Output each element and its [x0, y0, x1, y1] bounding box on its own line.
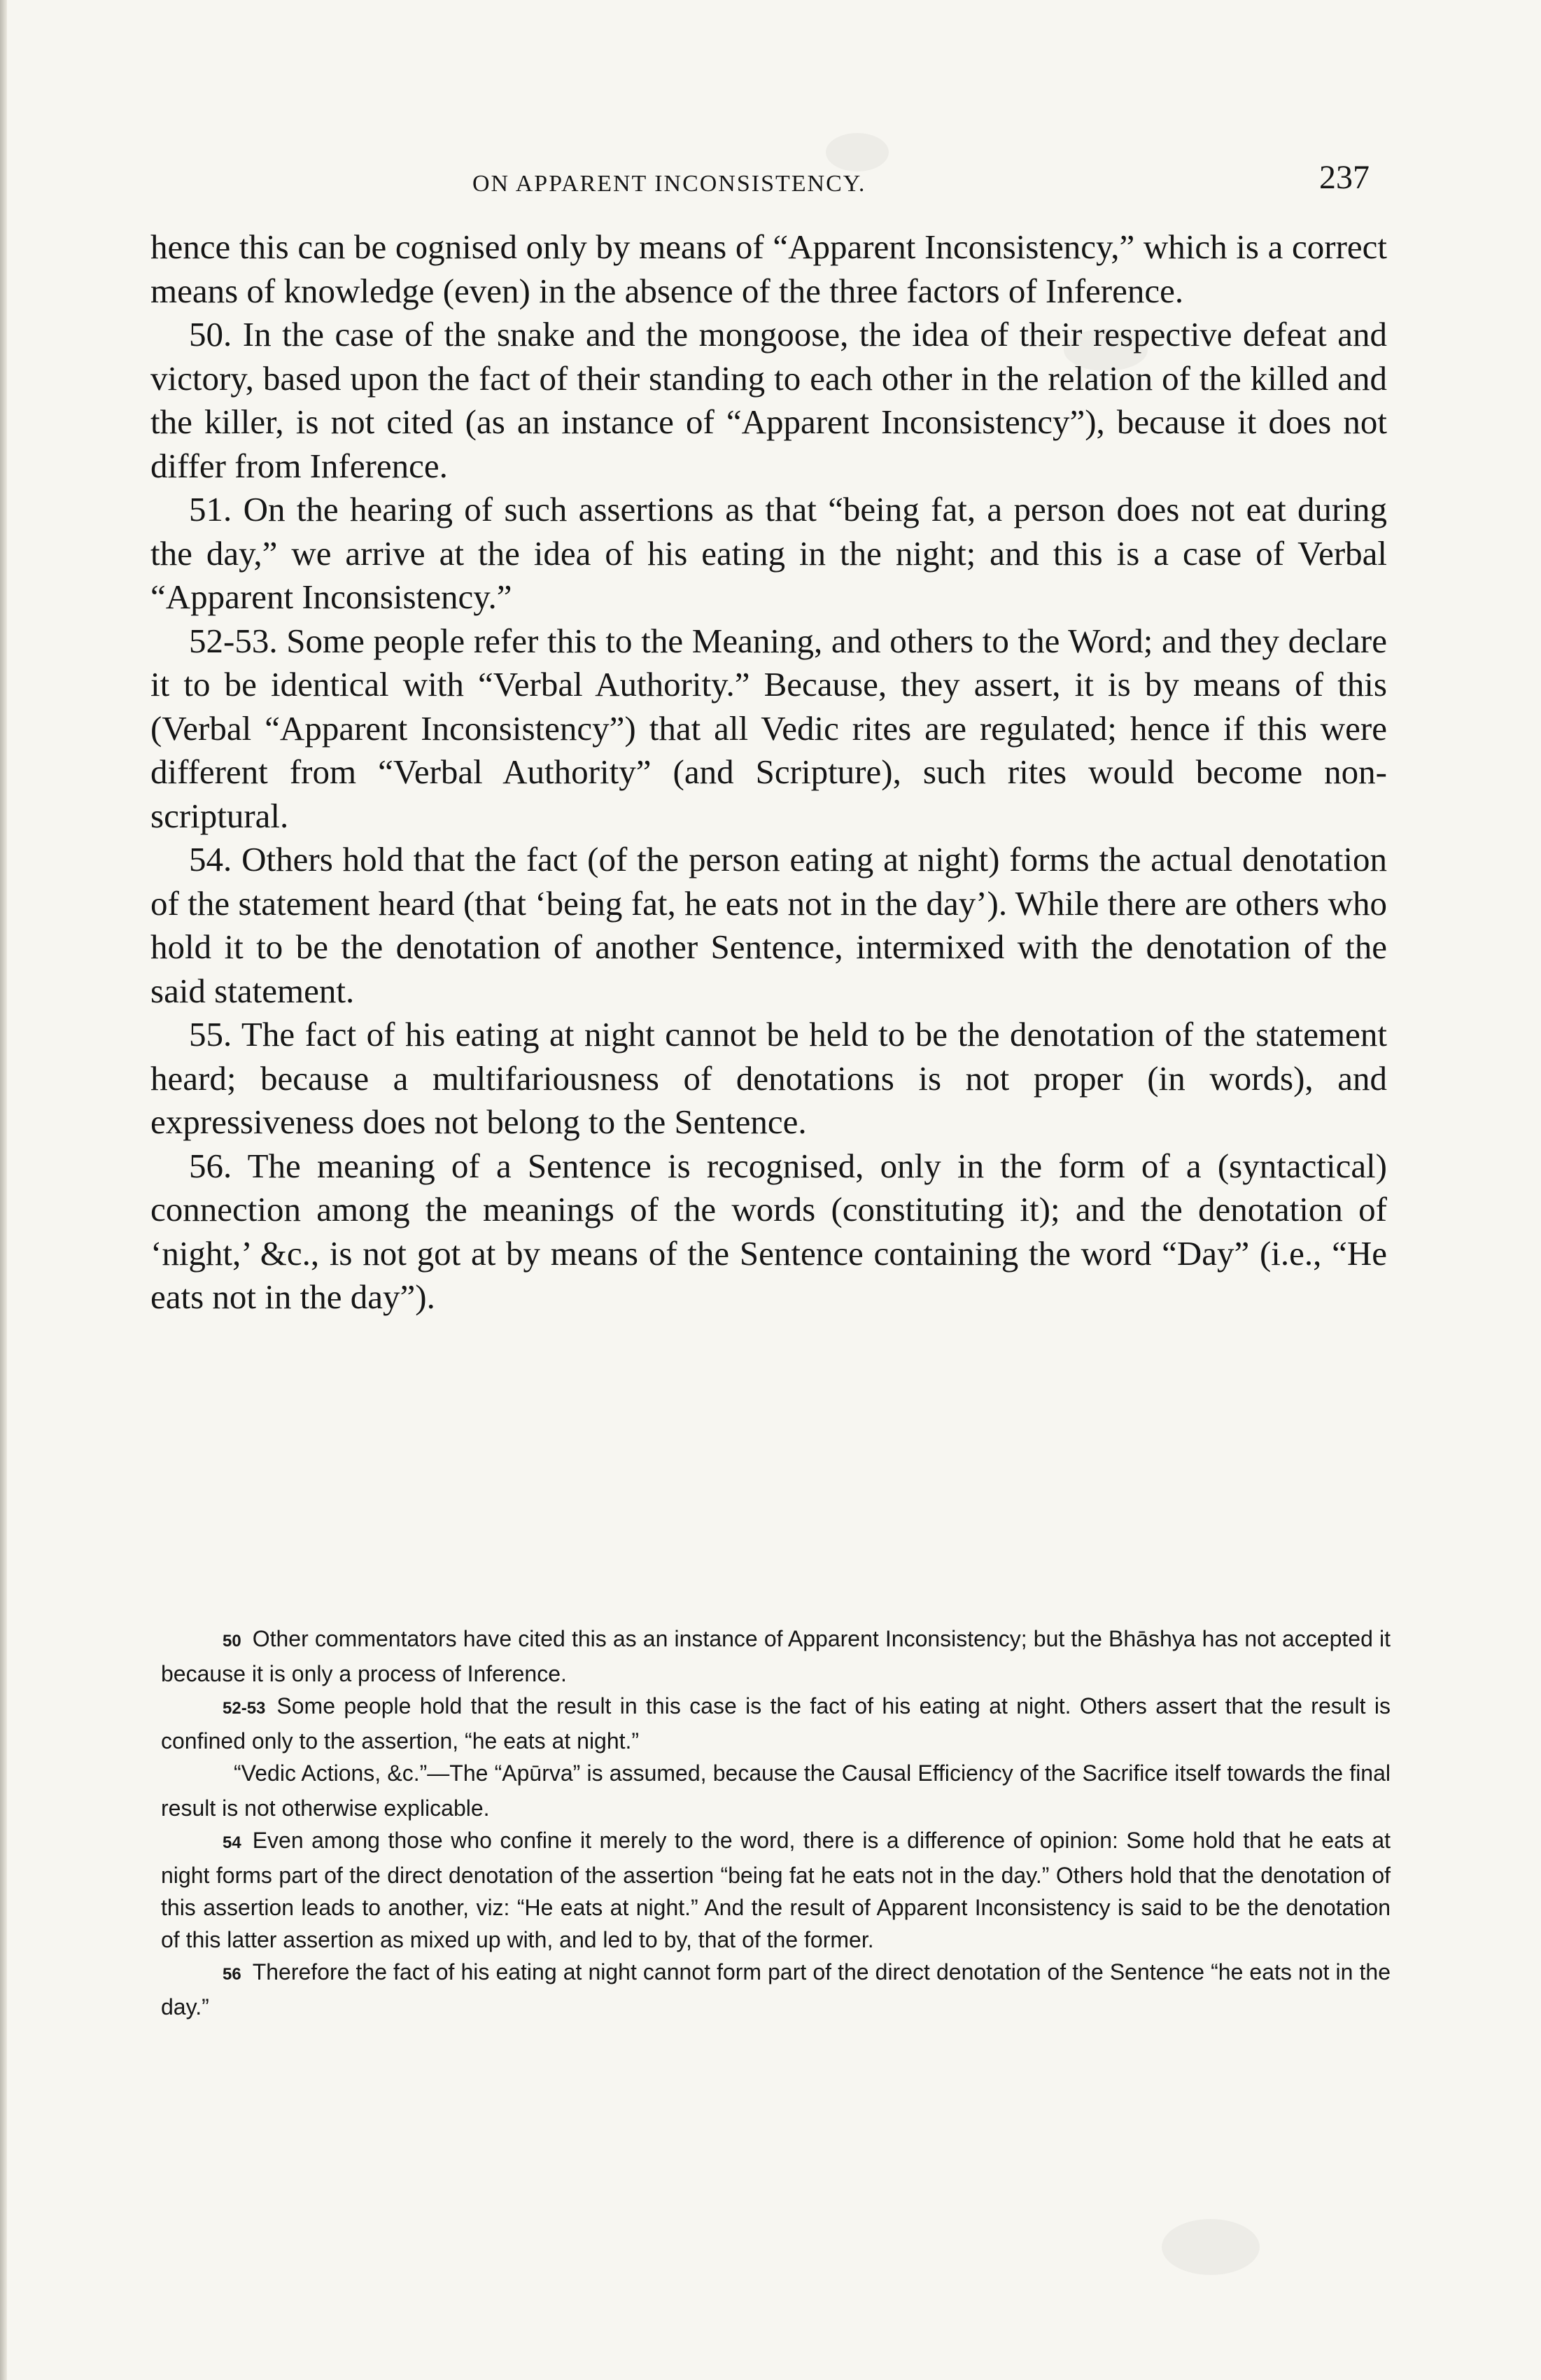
page-header: [150, 158, 1370, 200]
footnote-text: Some people hold that the result in this case is the fact of his eating at night. Others assert that the result is confined only to the assertion, “he eats at night.”: [161, 1693, 1391, 1754]
paragraph-54: 54. Others hold that the fact (of the person eating at night) forms the actual denotation of the statement heard (that ‘being fat, he eats not in the day’). While there are others who hold it to be the denotation of another Sentence, intermixed with the denotation of the said statement.: [150, 840, 1387, 1010]
paragraph-51: 51. On the hearing of such assertions as that “being fat, a person does not eat during the day,” we arrive at the idea of his eating in the night; and this is a case of Verbal “Apparent Inconsistency.”: [150, 490, 1387, 616]
paragraph-50: 50. In the case of the snake and the mongoose, the idea of their respective defeat and victory, based upon the fact of their standing to each other in the relation of the killed and the killer, is not cited (as an instance of “Apparent Inconsistency”), because it does not differ from Inference.: [150, 315, 1387, 485]
running-head: ON APPARENT INCONSISTENCY.: [472, 171, 866, 197]
footnote-number: 52-53: [223, 1699, 266, 1718]
page-number: 237: [1319, 159, 1370, 196]
footnotes: [161, 1623, 1391, 2023]
page-spine-shadow: [0, 0, 7, 2380]
footnote-text: Other commentators have cited this as an instance of Apparent Inconsistency; but the Bhāshya has not accepted it because it is only a process of Inference.: [161, 1626, 1391, 1686]
footnote-number: 54: [223, 1833, 241, 1852]
paper-smudge: [1162, 2219, 1260, 2275]
footnote-56: [161, 1956, 1391, 2023]
footnote-50: [161, 1623, 1391, 1690]
footnote-text: “Vedic Actions, &c.”—The “Apūrva” is assumed, because the Causal Efficiency of the Sacrifice itself towards the final result is not otherwise explicable.: [161, 1760, 1391, 1821]
paragraph-52-53: 52-53. Some people refer this to the Meaning, and others to the Word; and they declare it to be identical with “Verbal Authority.” Because, they assert, it is by means of this (Verbal “Apparent Inconsistency”) that all Vedic rites are regulated; hence if this were different from “Verbal Authority” (and Scripture), such rites would become non-scriptural.: [150, 621, 1387, 835]
footnote-text: Therefore the fact of his eating at night cannot form part of the direct denotation of the Sentence “he eats not in the day.”: [161, 1959, 1391, 2019]
footnote-number: 56: [223, 1965, 241, 1984]
footnote-number: 50: [223, 1632, 241, 1651]
footnote-text: Even among those who confine it merely to the word, there is a difference of opinion: Some hold that he eats at night forms part of the direct denotation of the assertion “being fat he eats not in the day.” Others hold that the denotation of this assertion leads to another, viz: “He eats at night.” And the result of Apparent Inconsistency is said to be the denotation of this latter assertion as mixed up with, and led to by, that of the former.: [161, 1828, 1391, 1952]
footnote-52-53: [161, 1690, 1391, 1757]
footnote-52-53-continued: [161, 1757, 1391, 1824]
paragraph-56: 56. The meaning of a Sentence is recognised, only in the form of a (syntactical) connection among the meanings of the words (constituting it); and the denotation of ‘night,’ &c., is not got at by means of the Sentence containing the word “Day” (i.e., “He eats not in the day”).: [150, 1146, 1387, 1316]
paragraph-55: 55. The fact of his eating at night cannot be held to be the denotation of the statement heard; because a multifariousness of denotations is not proper (in words), and expressiveness does not belong to the Sentence.: [150, 1015, 1387, 1141]
paragraph-continued: hence this can be cognised only by means of “Apparent Inconsistency,” which is a correct means of knowledge (even) in the absence of the three factors of Inference.: [150, 227, 1387, 310]
footnote-54: [161, 1824, 1391, 1956]
main-text: [150, 225, 1387, 1320]
